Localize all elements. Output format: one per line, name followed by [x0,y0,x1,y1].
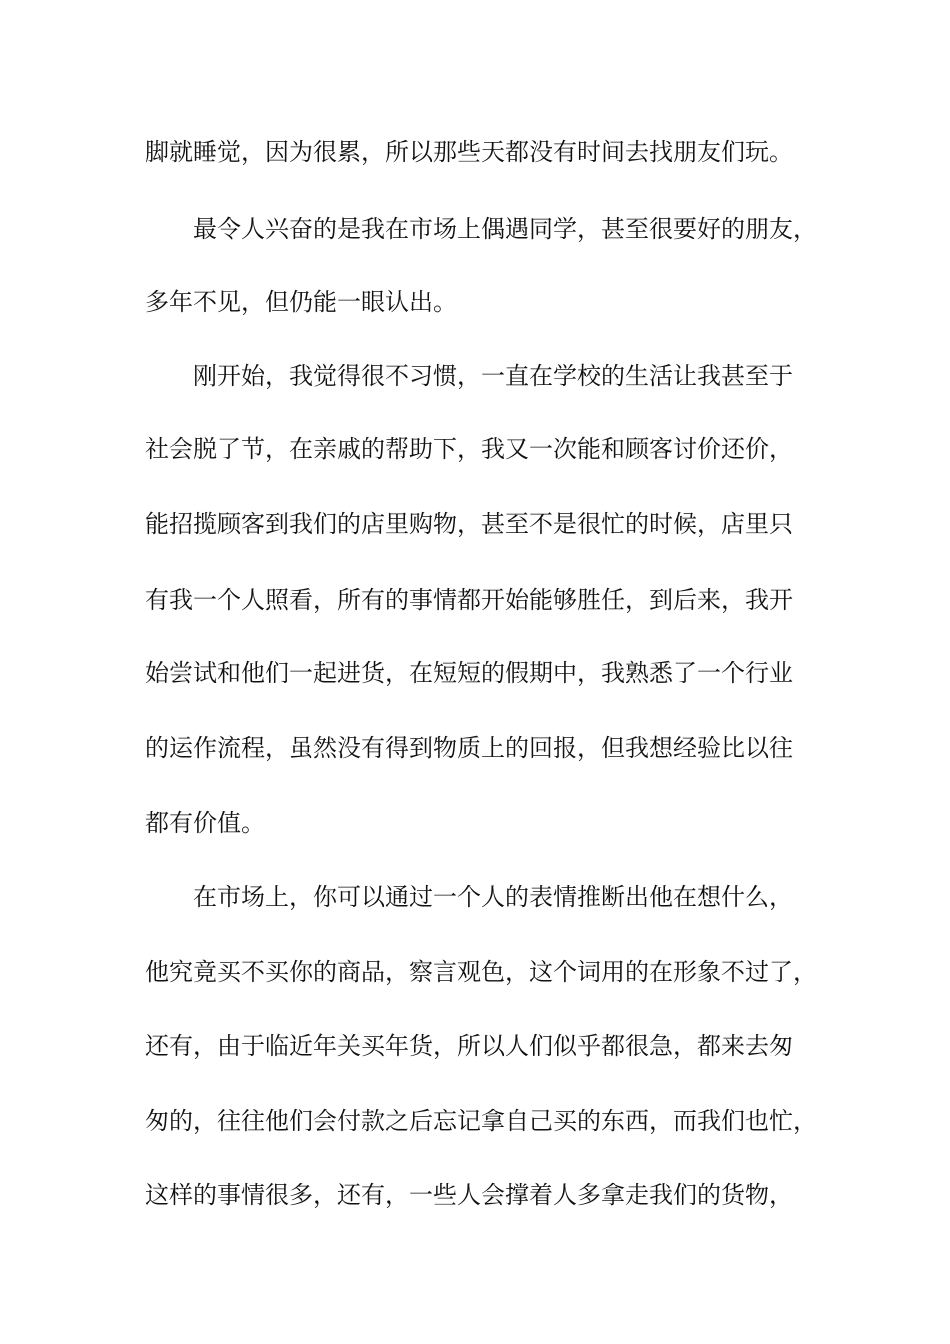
text-line: 能招揽顾客到我们的店里购物，甚至不是很忙的时候，店里只 [145,510,793,538]
text-line: 脚就睡觉，因为很累，所以那些天都没有时间去找朋友们玩。 [145,138,793,166]
paragraph-first-line: 刚开始，我觉得很不习惯，一直在学校的生活让我甚至于 [193,362,793,390]
text-line: 有我一个人照看，所有的事情都开始能够胜任，到后来，我开 [145,586,793,614]
text-line: 还有，由于临近年关买年货，所以人们似乎都很急，都来去匆 [145,1032,793,1060]
paragraph-first-line: 在市场上，你可以通过一个人的表情推断出他在想什么， [193,883,793,911]
text-line: 都有价值。 [145,809,265,837]
text-line: 匆的，往往他们会付款之后忘记拿自己买的东西，而我们也忙， [145,1107,817,1135]
text-line: 他究竟买不买你的商品，察言观色，这个词用的在形象不过了， [145,958,817,986]
paragraph-first-line: 最令人兴奋的是我在市场上偶遇同学，甚至很要好的朋友， [193,215,817,243]
text-line: 的运作流程，虽然没有得到物质上的回报，但我想经验比以往 [145,734,793,762]
text-line: 始尝试和他们一起进货，在短短的假期中，我熟悉了一个行业 [145,659,793,687]
text-line: 这样的事情很多，还有，一些人会撑着人多拿走我们的货物， [145,1181,793,1209]
text-line: 社会脱了节，在亲戚的帮助下，我又一次能和顾客讨价还价， [145,435,793,463]
text-line: 多年不见，但仍能一眼认出。 [145,288,457,316]
